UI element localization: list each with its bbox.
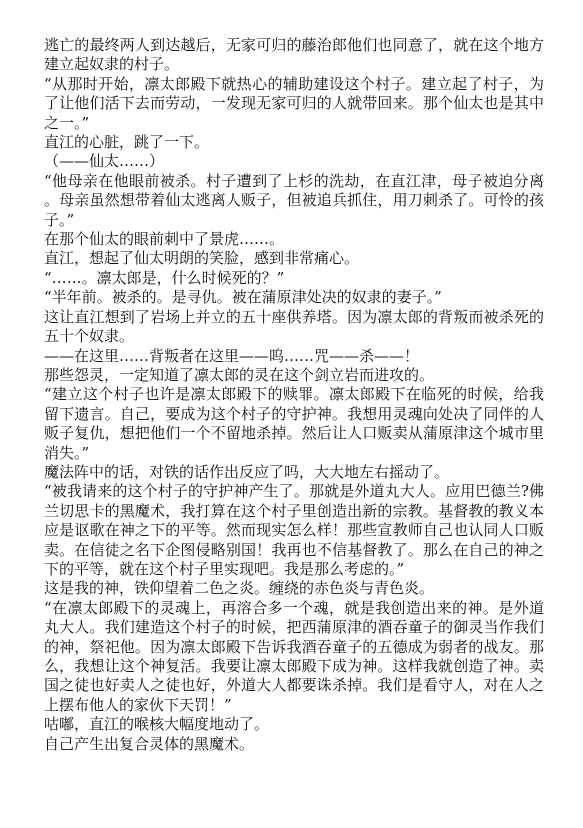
paragraph: 逃亡的最终两人到达越后，无家可归的藤治郎他们也同意了，就在这个地方建立起奴隶的村子。 — [44, 36, 544, 74]
paragraph: 魔法阵中的话，对铁的话作出反应了吗，大大地左右摇动了。 — [44, 462, 450, 481]
paragraph: “他母亲在他眼前被杀。村子遭到了上杉的洗劫，在直江津，母子被迫分离。母亲虽然想带着仙太逃离人贩子，但被追兵抓住，用刀刺杀了。可怜的孩子。” — [44, 171, 544, 229]
paragraph: “被我请来的这个村子的守护神产生了。那就是外道丸大人。应用巴德兰?佛兰切思卡的黑魔术，我打算在这个村子里创造出新的宗教。基督教的教义本应是讴歌在神之下的平等。然而现实怎么样！那些宣教师自己也认同人口贩卖。在信徒之名下企图侵略别国！我再也不信基督教了。那么在自己的神之下的平等，就在这个村子里实现吧。我是那么考虑的。” — [44, 482, 544, 578]
paragraph: 自己产生出复合灵体的黑魔术。 — [44, 734, 255, 753]
paragraph: “建立这个村子也许是凛太郎殿下的赎罪。凛太郎殿下在临死的时候，给我留下遗言。自己，要成为这个村子的守护神。我想用灵魂向处决了同伴的人贩子复仇，想把他们一个不留地杀掉。然后让人口贩卖从蒲原津这个城市里消失。” — [44, 385, 544, 462]
paragraph: 直江，想起了仙太明朗的笑脸，感到非常痛心。 — [44, 249, 360, 268]
paragraph: 咕嘟，直江的喉核大幅度地动了。 — [44, 715, 270, 734]
paragraph: 这是我的神，铁仰望着二色之炎。缠绕的赤色炎与青色炎。 — [44, 579, 435, 598]
paragraph: “在凛太郎殿下的灵魂上，再溶合多一个魂，就是我创造出来的神。是外道丸大人。我们建造这个村子的时候，把西蒲原津的酒吞童子的御灵当作我们的神，祭祀他。因为凛太郎殿下告诉我酒吞童子的五德成为弱者的战友。那么，我想让这个神复活。我要让凛太郎殿下成为神。这样我就创造了神。卖国之徒也好卖人之徒也好，外道大人都要诛杀掉。我们是看守人，对在人之上摆布他人的家伙下天罚！” — [44, 598, 544, 714]
paragraph: 在那个仙太的眼前刺中了景虎……。 — [44, 230, 285, 249]
paragraph: “……。凛太郎是，什么时候死的？” — [44, 268, 285, 287]
paragraph: （——仙太……） — [44, 152, 165, 171]
paragraph: ——在这里……背叛者在这里——呜……咒——杀——！ — [44, 346, 420, 365]
paragraph: 那些怨灵，一定知道了凛太郎的灵在这个剑立岩而进攻的。 — [44, 365, 435, 384]
paragraph: 直江的心脏，跳了一下。 — [44, 133, 210, 152]
paragraph: 这让直江想到了岩场上并立的五十座供养塔。因为凛太郎的背叛而被杀死的五十个奴隶。 — [44, 307, 544, 346]
paragraph: “从那时开始，凛太郎殿下就热心的辅助建设这个村子。建立起了村子，为了让他们活下去而劳动，一发现无家可归的人就带回来。那个仙太也是其中之一。” — [44, 74, 544, 132]
document-page — [44, 36, 544, 754]
paragraph: “半年前。被杀的。是寻仇。被在蒲原津处决的奴隶的妻子。” — [44, 288, 442, 307]
